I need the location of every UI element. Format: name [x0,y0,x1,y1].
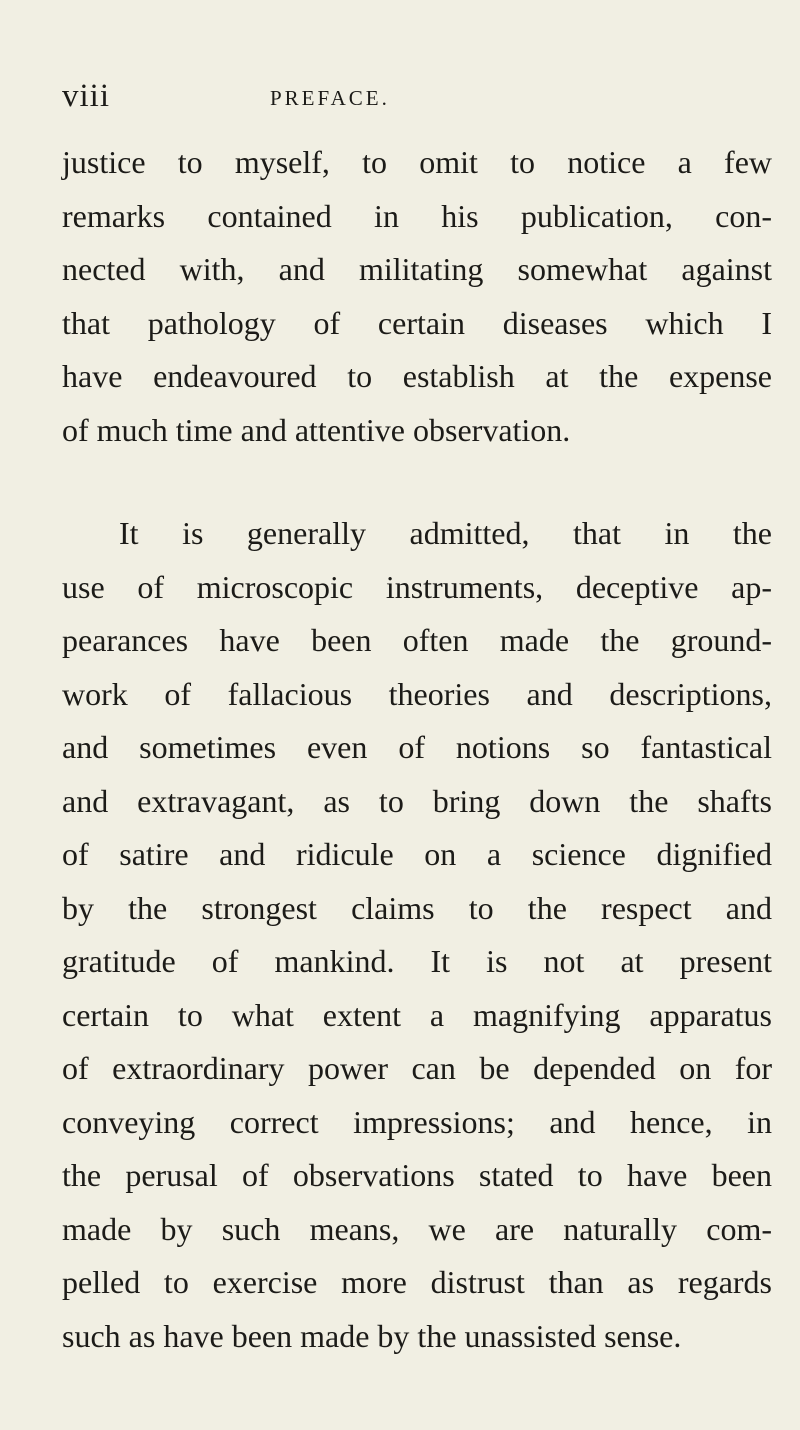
text-line: conveying correct impressions; and hence, in [62,1103,772,1140]
running-head-title: PREFACE. [270,86,390,110]
text-line: the perusal of observations stated to have been [62,1157,772,1193]
text-line: nected with, and militating somewhat against [62,251,772,287]
text-line: of much time and attentive observation. [62,411,571,448]
text-line: gratitude of mankind. It is not at present [62,943,772,979]
text-line: justice to myself, to omit to notice a few [62,144,772,180]
text-line: and extravagant, as to bring down the shafts [62,782,772,819]
running-head [60,78,760,118]
text-line: by the strongest claims to the respect and [62,889,772,926]
page-number: viii [62,78,111,114]
text-line: use of microscopic instruments, deceptive ap- [62,568,772,605]
text-line: of satire and ridicule on a science dignified [62,836,772,872]
paragraph-gap [62,457,772,507]
body-text [62,136,772,1363]
text-line: such as have been made by the unassisted sense. [62,1317,682,1354]
text-line: and sometimes even of notions so fantastical [62,729,772,765]
text-line: pearances have been often made the ground- [62,622,772,658]
text-line: It is generally admitted, that in the [119,515,772,551]
text-line: that pathology of certain diseases which I [62,304,772,341]
text-line: have endeavoured to establish at the expense [62,358,772,394]
text-line: of extraordinary power can be depended on for [62,1050,772,1086]
text-line: certain to what extent a magnifying apparatus [62,996,772,1033]
text-line: pelled to exercise more distrust than as regards [62,1264,772,1300]
text-line: work of fallacious theories and descriptions, [62,675,772,712]
paragraph [62,136,772,457]
paragraph [62,507,772,1363]
text-line: made by such means, we are naturally com- [62,1210,772,1247]
text-line: remarks contained in his publication, con- [62,197,772,234]
